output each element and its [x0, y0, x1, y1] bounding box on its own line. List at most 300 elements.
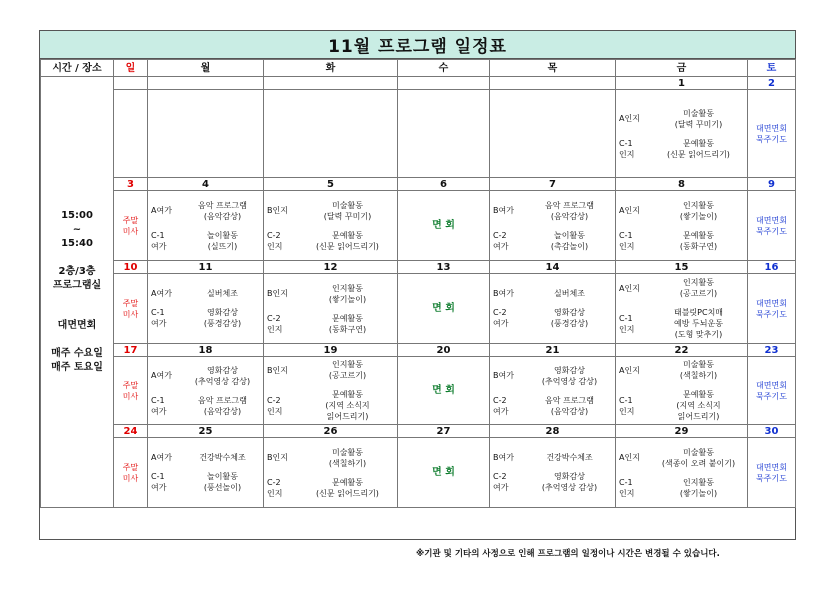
date-number: 8: [616, 178, 748, 191]
day-cell-mon: [148, 438, 264, 508]
program-grid: [148, 450, 263, 495]
day-cell-thu: [490, 191, 616, 261]
activity-primary: [527, 200, 612, 222]
group-tag: A인지: [619, 283, 640, 293]
day-cell-sat: [748, 191, 796, 261]
program-grid: [148, 363, 263, 419]
date-number: 21: [490, 344, 616, 357]
date-number: [264, 77, 398, 90]
group-tag-line: 인지: [267, 324, 283, 334]
group-tag: B여가: [493, 453, 514, 462]
date-number: 25: [148, 425, 264, 438]
day-cell-fri: [616, 90, 748, 178]
week-number-row: [41, 344, 796, 357]
visit-day-label: 면 회: [432, 303, 455, 314]
visit-day-label: 면 회: [432, 385, 455, 396]
activity-secondary: [301, 477, 394, 499]
activity-line: 인지활동: [683, 477, 714, 487]
week-program-row: [41, 438, 796, 508]
date-number: [114, 77, 148, 90]
day-header-wed: 수: [398, 60, 490, 77]
group-tag: B인지: [267, 206, 288, 215]
activity-line: 미술활동: [683, 360, 714, 369]
day-cell-mon: [148, 357, 264, 425]
date-number: 29: [616, 425, 748, 438]
activity-line: (색종이 오려 붙이기): [661, 458, 736, 468]
group-tag: A여가: [151, 371, 172, 380]
group-tag: A인지: [619, 114, 640, 123]
date-number: 30: [748, 425, 796, 438]
date-number: [398, 77, 490, 90]
day-cell-tue: [264, 357, 398, 425]
activity-primary: [301, 283, 394, 305]
activity-secondary: [527, 395, 612, 417]
activity-line: 인지활동: [332, 360, 363, 369]
activity-line: (지역 소식지: [676, 401, 721, 410]
activity-primary: [301, 359, 394, 381]
saturday-visit: 묵주기도: [756, 309, 787, 319]
group-tag-line: C-1: [619, 138, 633, 148]
day-cell-fri: [616, 438, 748, 508]
activity-line: 놀이활동: [554, 230, 585, 240]
activity-line: (음악감상): [550, 406, 589, 416]
activity-line: 음악 프로그램: [545, 200, 594, 210]
activity-line: (음악감상): [203, 211, 242, 221]
program-grid: [616, 445, 747, 501]
activity-secondary: [301, 389, 394, 422]
group-tag: A여가: [151, 289, 172, 298]
day-cell-mon: [148, 90, 264, 178]
day-cell-sun: [114, 191, 148, 261]
day-cell-wed: [398, 274, 490, 344]
day-cell-sat: [748, 90, 796, 178]
activity-line: (색칠하기): [679, 371, 718, 380]
day-header-sun: 일: [114, 60, 148, 77]
group-tag-line: 여가: [493, 241, 509, 251]
group-tag: B인지: [267, 289, 288, 298]
activity-line: 음악 프로그램: [198, 395, 247, 405]
activity-line: 문예활동: [683, 138, 714, 148]
date-number: 28: [490, 425, 616, 438]
activity-primary: [527, 365, 612, 387]
group-tag: [151, 471, 185, 493]
group-tag: [619, 230, 653, 252]
sunday-mass: 주말: [122, 215, 139, 225]
group-tag: A여가: [151, 453, 172, 462]
date-number: 5: [264, 178, 398, 191]
day-cell-wed: [398, 191, 490, 261]
group-tag-line: 여가: [493, 483, 509, 492]
day-cell-thu: [490, 357, 616, 425]
date-number: 3: [114, 178, 148, 191]
date-number: 22: [616, 344, 748, 357]
group-tag: [493, 230, 527, 252]
week-program-row: [41, 357, 796, 425]
activity-line: (풍선놀이): [203, 483, 242, 492]
week-number-row: [41, 77, 796, 90]
group-tag: A인지: [619, 453, 640, 462]
activity-line: 예방 두뇌운동: [674, 319, 723, 328]
activity-secondary: [185, 471, 260, 493]
activity-primary: [653, 359, 744, 381]
day-cell-fri: [616, 274, 748, 344]
group-tag-line: C-1: [151, 308, 165, 317]
activity-line: 영화감상: [207, 308, 238, 317]
group-tag: A인지: [619, 365, 640, 375]
schedule-table: [40, 59, 796, 508]
activity-secondary: [301, 230, 394, 252]
saturday-visit: 대면면회: [756, 123, 787, 133]
activity-secondary: [653, 477, 744, 499]
activity-line: 문예활동: [683, 390, 714, 399]
date-number: 16: [748, 261, 796, 274]
group-tag-line: 인지: [619, 149, 635, 159]
day-header-fri: 금: [616, 60, 748, 77]
group-tag: B여가: [493, 206, 514, 215]
visit-day-label: 면 회: [432, 220, 455, 231]
week-program-row: [41, 90, 796, 178]
date-number: [148, 77, 264, 90]
date-number: 15: [616, 261, 748, 274]
sunday-mass: 주말: [122, 298, 139, 308]
group-tag-line: 인지: [619, 241, 635, 251]
time-place-header: 시간 / 장소: [41, 60, 114, 77]
sunday-mass: 미사: [122, 391, 139, 401]
saturday-visit: 묵주기도: [756, 226, 787, 236]
day-cell-mon: [148, 191, 264, 261]
program-grid: [616, 198, 747, 254]
group-tag-line: C-2: [267, 477, 281, 487]
activity-line: 태블릿PC치매: [673, 308, 724, 317]
week-number-row: [41, 261, 796, 274]
group-tag-line: 인지: [619, 406, 635, 416]
day-cell-sat: [748, 274, 796, 344]
activity-line: (추억영상 감상): [541, 376, 598, 386]
activity-primary: [185, 365, 260, 387]
day-cell-mon: [148, 274, 264, 344]
header-row: [41, 60, 796, 77]
week-program-row: [41, 191, 796, 261]
activity-line: (풍경감상): [550, 319, 589, 328]
group-tag: B인지: [267, 365, 288, 375]
program-grid: [490, 198, 615, 254]
activity-line: 미술활동: [683, 108, 714, 118]
activity-secondary: [653, 230, 744, 252]
program-grid: [490, 286, 615, 331]
group-tag: A인지: [619, 206, 640, 215]
group-tag: [267, 230, 301, 252]
date-number: [490, 77, 616, 90]
group-tag-line: 여가: [151, 241, 167, 251]
activity-line: 문예활동: [332, 477, 363, 487]
day-cell-wed: [398, 90, 490, 178]
date-number: 19: [264, 344, 398, 357]
program-grid: [148, 286, 263, 331]
activity-line: 미술활동: [332, 447, 363, 457]
group-tag: B여가: [493, 289, 514, 298]
program-grid: [264, 445, 397, 501]
group-tag: A여가: [151, 206, 172, 215]
activity-line: (동화구연): [328, 324, 367, 334]
side-time-end: 15:40: [61, 238, 93, 249]
activity-line: (공고르기): [679, 289, 718, 298]
footnote: ※기관 및 기타의 사정으로 인해 프로그램의 일정이나 시간은 변경될 수 있습니다.: [416, 549, 720, 559]
week-program-row: [41, 274, 796, 344]
saturday-visit: 묵주기도: [756, 391, 787, 401]
group-tag: B인지: [267, 453, 288, 462]
side-visit-wed: 매주 수요일: [51, 348, 103, 359]
saturday-visit: 대면면회: [756, 298, 787, 308]
date-number: 17: [114, 344, 148, 357]
activity-line: 미술활동: [683, 447, 714, 457]
side-place-floor: 2층/3층: [58, 266, 96, 277]
activity-line: 영화감상: [554, 472, 585, 481]
group-tag: [151, 307, 185, 329]
group-tag-line: C-1: [151, 472, 165, 481]
saturday-visit: 묵주기도: [756, 134, 787, 144]
activity-primary: [301, 200, 394, 222]
program-grid: [616, 357, 747, 424]
activity-line: 건강박수체조: [199, 453, 246, 462]
day-cell-thu: [490, 274, 616, 344]
activity-line: (신문 읽어드리기): [667, 149, 730, 159]
week-number-row: [41, 178, 796, 191]
group-tag-line: 인지: [619, 488, 635, 498]
activity-primary: [653, 447, 744, 469]
activity-secondary: [527, 307, 612, 329]
date-number: 18: [148, 344, 264, 357]
activity-line: 실버체조: [207, 289, 238, 298]
group-tag-line: C-2: [493, 230, 507, 240]
side-info: [41, 77, 114, 508]
activity-line: 건강박수체조: [546, 453, 593, 462]
side-time-start: 15:00: [61, 210, 93, 221]
group-tag: [619, 138, 653, 160]
activity-primary: [653, 108, 744, 130]
date-number: 7: [490, 178, 616, 191]
sunday-mass: 주말: [122, 380, 139, 390]
group-tag-line: C-1: [619, 477, 633, 487]
activity-secondary: [527, 471, 612, 493]
group-tag-line: 인지: [267, 406, 283, 416]
date-number: 20: [398, 344, 490, 357]
day-cell-wed: [398, 438, 490, 508]
saturday-visit: 대면면회: [756, 215, 787, 225]
activity-line: (실뜨기): [207, 241, 238, 251]
side-tilde: ~: [72, 224, 82, 235]
activity-line: (쌓기놀이): [328, 294, 367, 304]
day-cell-thu: [490, 438, 616, 508]
date-number: 23: [748, 344, 796, 357]
activity-line: (달력 꾸미기): [323, 211, 372, 221]
sunday-mass: 주말: [122, 462, 139, 472]
group-tag: [267, 395, 301, 417]
activity-line: 영화감상: [207, 365, 238, 375]
activity-secondary: [185, 230, 260, 252]
group-tag: [493, 307, 527, 329]
activity-line: (도형 맞추기): [674, 330, 723, 339]
program-grid: [264, 198, 397, 254]
activity-line: 문예활동: [332, 230, 363, 240]
day-cell-sun: [114, 274, 148, 344]
activity-primary: [185, 452, 260, 463]
program-grid: [264, 281, 397, 337]
sunday-mass: 미사: [122, 226, 139, 236]
activity-line: (추억영상 감상): [194, 376, 251, 386]
program-grid: [616, 275, 747, 342]
group-tag-line: 여가: [151, 483, 167, 492]
group-tag: [267, 477, 301, 499]
day-cell-fri: [616, 357, 748, 425]
date-number: 14: [490, 261, 616, 274]
activity-line: 문예활동: [332, 390, 363, 399]
saturday-visit: 묵주기도: [756, 473, 787, 483]
day-cell-sat: [748, 438, 796, 508]
activity-primary: [527, 452, 612, 463]
activity-line: 미술활동: [332, 200, 363, 210]
day-cell-wed: [398, 357, 490, 425]
activity-line: 영화감상: [554, 365, 585, 375]
activity-line: 읽어드리기): [326, 412, 369, 421]
date-number: 12: [264, 261, 398, 274]
date-number: 6: [398, 178, 490, 191]
sunday-mass: 미사: [122, 309, 139, 319]
side-place-room: 프로그램실: [52, 280, 102, 291]
group-tag-line: 인지: [267, 241, 283, 251]
activity-line: (음악감상): [203, 406, 242, 416]
activity-line: 실버체조: [554, 289, 585, 298]
group-tag: [619, 477, 653, 499]
activity-line: (촉감놀이): [550, 241, 589, 251]
day-header-tue: 화: [264, 60, 398, 77]
group-tag-line: C-1: [619, 230, 633, 240]
group-tag-line: C-1: [619, 395, 633, 405]
activity-line: 음악 프로그램: [545, 395, 594, 405]
group-tag: [493, 471, 527, 493]
activity-line: (색칠하기): [328, 458, 367, 468]
group-tag: [267, 313, 301, 335]
group-tag-line: C-2: [493, 395, 507, 405]
activity-line: (지역 소식지: [325, 401, 370, 410]
activity-secondary: [301, 313, 394, 335]
activity-line: 놀이활동: [207, 472, 238, 481]
program-grid: [148, 198, 263, 254]
group-tag-line: C-2: [267, 230, 281, 240]
date-number: 9: [748, 178, 796, 191]
activity-secondary: [653, 138, 744, 160]
activity-line: (신문 읽어드리기): [316, 241, 379, 251]
sunday-mass: 미사: [122, 473, 139, 483]
activity-line: (쌓기놀이): [679, 488, 718, 498]
saturday-visit: 대면면회: [756, 380, 787, 390]
activity-primary: [185, 200, 260, 222]
day-cell-thu: [490, 90, 616, 178]
day-cell-tue: [264, 438, 398, 508]
activity-secondary: [653, 389, 744, 422]
activity-line: (음악감상): [550, 211, 589, 221]
day-cell-sat: [748, 357, 796, 425]
day-cell-sun: [114, 90, 148, 178]
group-tag-line: C-2: [493, 472, 507, 481]
activity-line: (신문 읽어드리기): [316, 488, 379, 498]
program-grid: [264, 357, 397, 424]
activity-line: 인지활동: [332, 283, 363, 293]
group-tag-line: C-1: [151, 230, 165, 240]
group-tag: [151, 395, 185, 417]
activity-line: 영화감상: [554, 308, 585, 317]
activity-secondary: [527, 230, 612, 252]
group-tag: [619, 313, 653, 335]
activity-line: (쌓기놀이): [679, 211, 718, 221]
program-grid: [490, 363, 615, 419]
activity-primary: [301, 447, 394, 469]
day-cell-sun: [114, 438, 148, 508]
day-header-sat: 토: [748, 60, 796, 77]
date-number: 10: [114, 261, 148, 274]
activity-line: 읽어드리기): [677, 412, 720, 421]
day-header-mon: 월: [148, 60, 264, 77]
activity-primary: [185, 288, 260, 299]
activity-line: (동화구연): [679, 241, 718, 251]
activity-line: (추억영상 감상): [541, 483, 598, 492]
group-tag-line: C-1: [151, 395, 165, 405]
group-tag: B여가: [493, 371, 514, 380]
date-number: 4: [148, 178, 264, 191]
side-visit-sat: 매주 토요일: [51, 362, 103, 373]
group-tag-line: 여가: [493, 406, 509, 416]
activity-secondary: [185, 395, 260, 417]
date-number: 26: [264, 425, 398, 438]
date-number: 13: [398, 261, 490, 274]
day-cell-fri: [616, 191, 748, 261]
activity-secondary: [653, 307, 744, 340]
group-tag-line: 인지: [619, 324, 635, 334]
activity-line: (풍경감상): [203, 319, 242, 328]
group-tag: [619, 395, 653, 417]
activity-line: 놀이활동: [207, 230, 238, 240]
week-number-row: [41, 425, 796, 438]
day-cell-tue: [264, 90, 398, 178]
group-tag-line: 여가: [151, 319, 167, 328]
activity-primary: [527, 288, 612, 299]
group-tag: [493, 395, 527, 417]
group-tag-line: C-2: [267, 313, 281, 323]
side-visit-label: 대면면회: [57, 320, 97, 331]
date-number: 27: [398, 425, 490, 438]
program-grid: [490, 450, 615, 495]
saturday-visit: 대면면회: [756, 462, 787, 472]
date-number: 2: [748, 77, 796, 90]
day-header-thu: 목: [490, 60, 616, 77]
group-tag-line: C-2: [267, 395, 281, 405]
day-cell-tue: [264, 191, 398, 261]
group-tag-line: 여가: [493, 319, 509, 328]
program-grid: [616, 106, 747, 162]
group-tag: [151, 230, 185, 252]
date-number: 11: [148, 261, 264, 274]
activity-line: 문예활동: [332, 313, 363, 323]
schedule-calendar: [39, 30, 796, 540]
activity-secondary: [185, 307, 260, 329]
activity-line: (공고르기): [328, 371, 367, 380]
day-cell-tue: [264, 274, 398, 344]
activity-primary: [653, 200, 744, 222]
activity-line: 인지활동: [683, 200, 714, 210]
activity-line: 문예활동: [683, 230, 714, 240]
day-cell-sun: [114, 357, 148, 425]
group-tag-line: 여가: [151, 406, 167, 416]
activity-line: (달력 꾸미기): [674, 119, 723, 129]
